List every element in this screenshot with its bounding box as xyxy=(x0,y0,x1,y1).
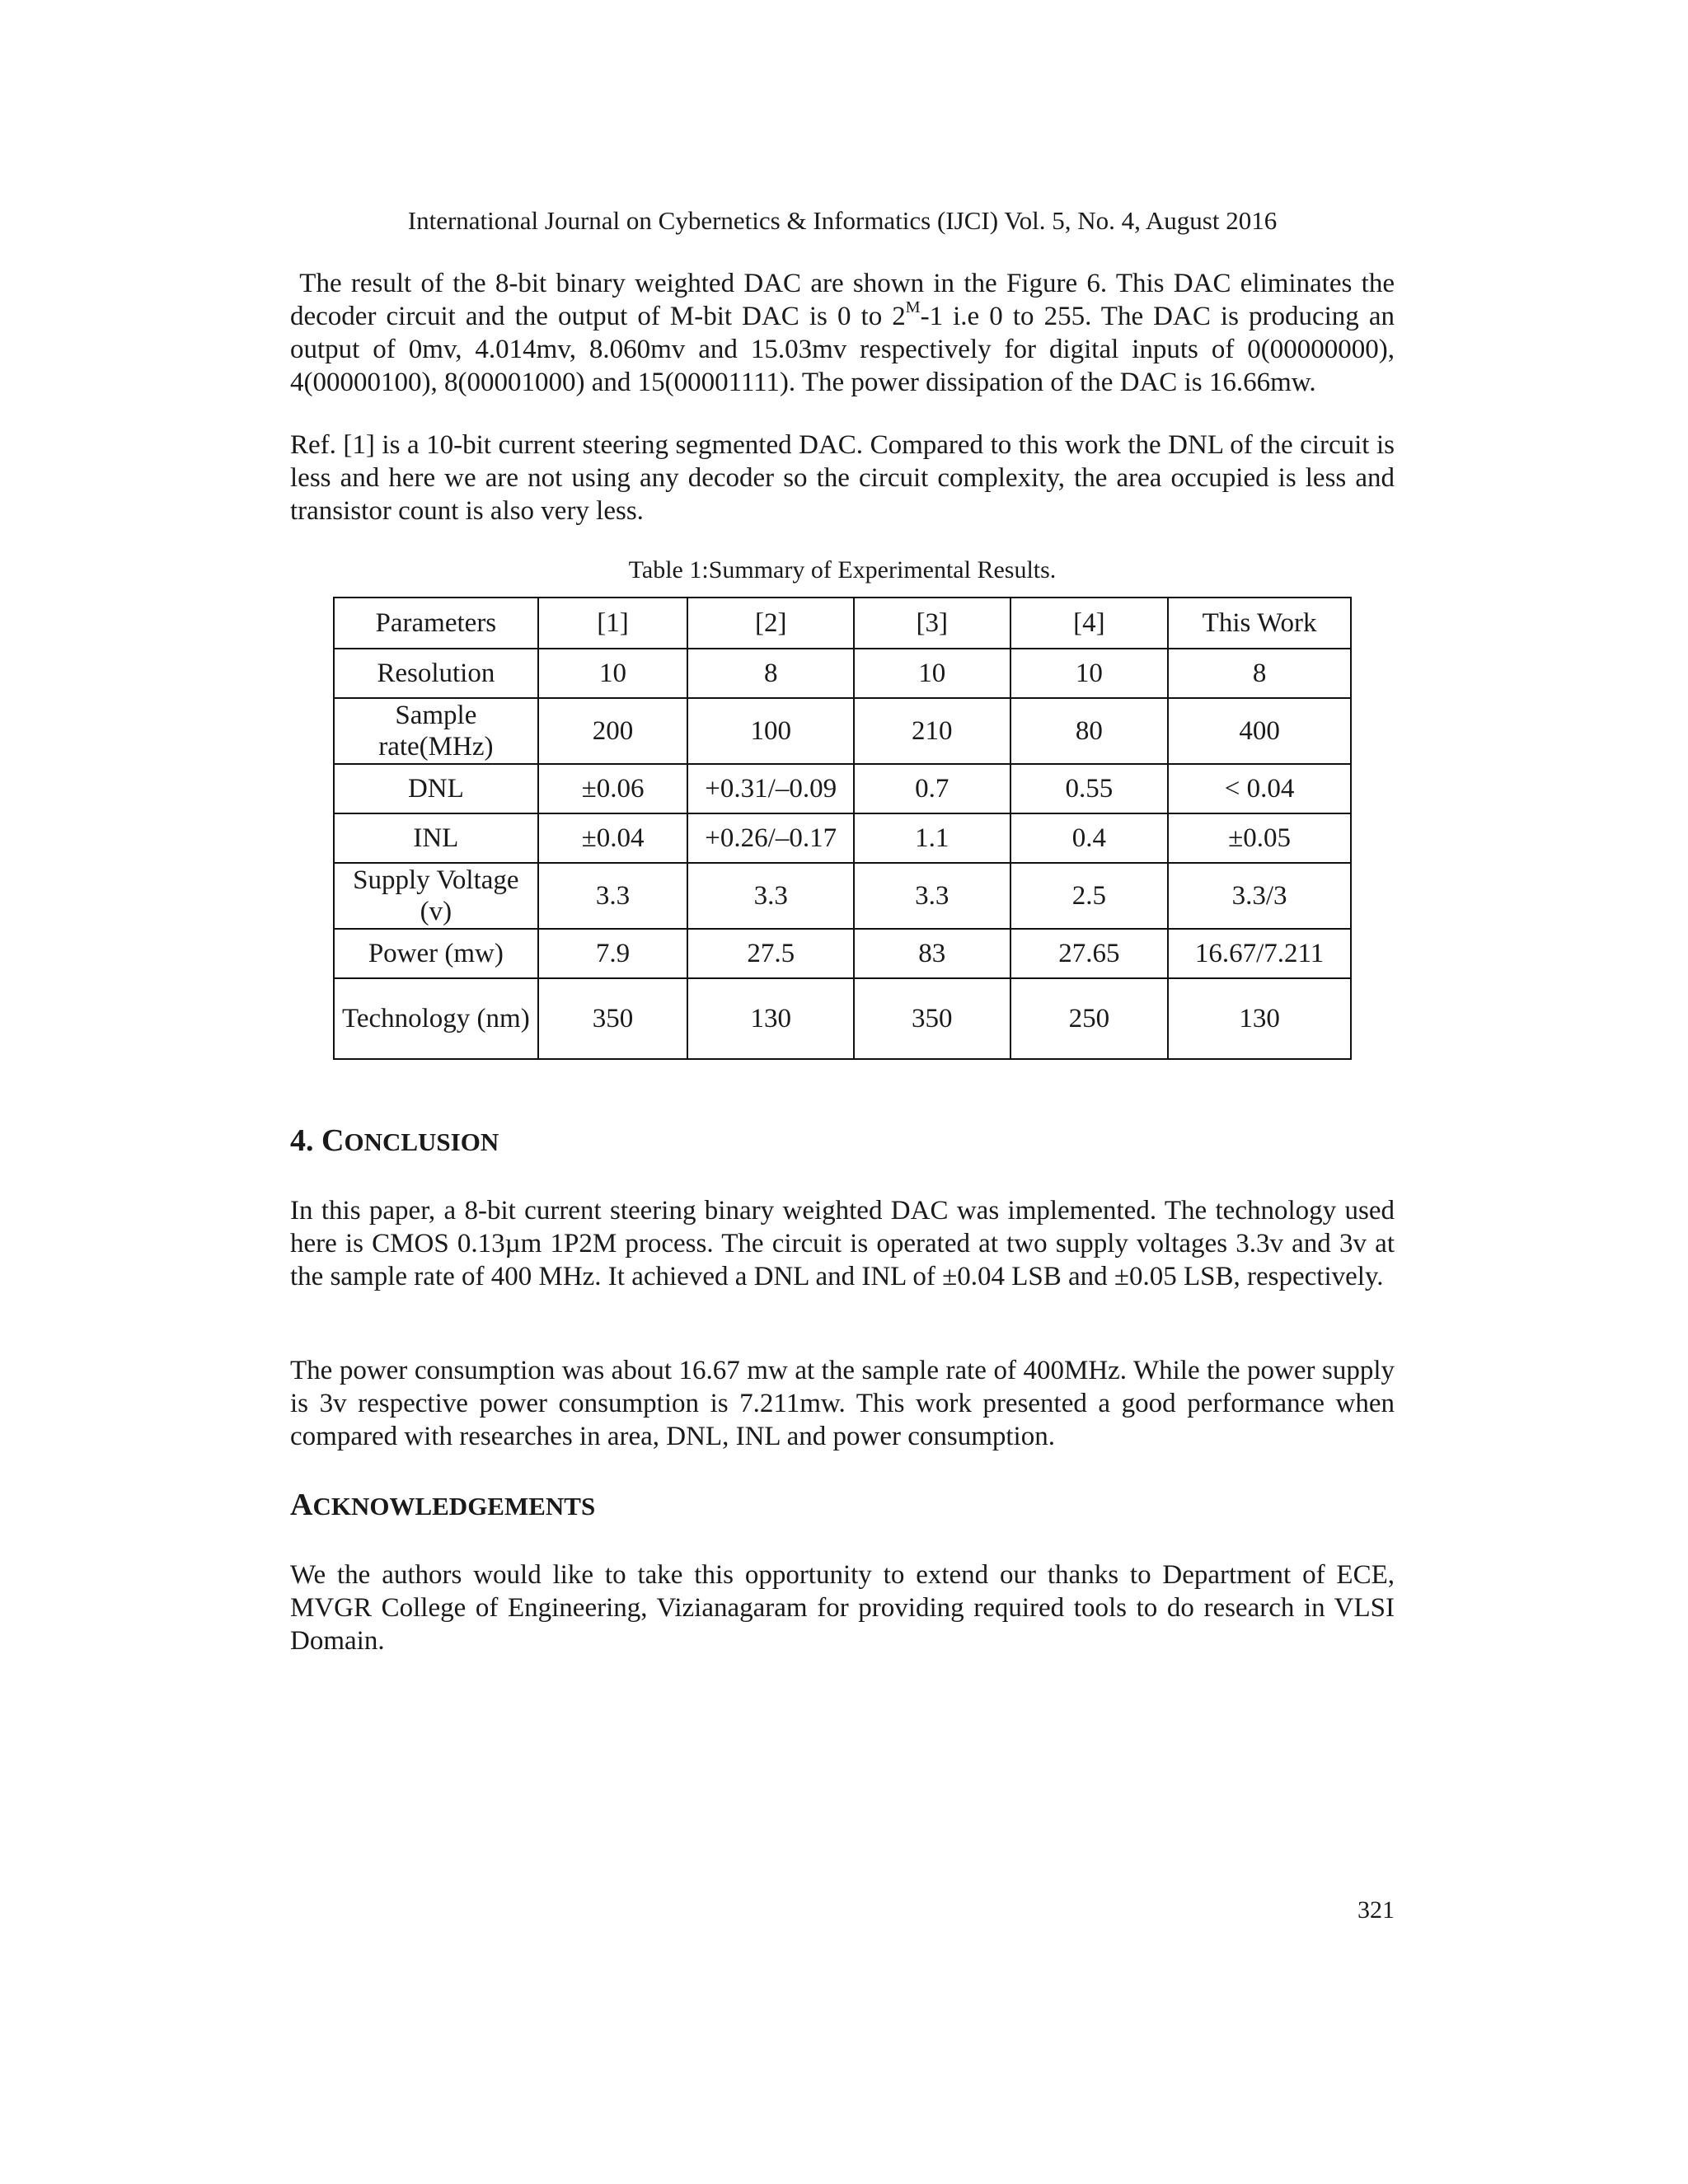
table-cell: 10 xyxy=(854,649,1010,698)
table-row xyxy=(334,978,1351,1059)
table-cell: 350 xyxy=(538,978,688,1059)
table-row xyxy=(334,698,1351,764)
table-cell: Technology (nm) xyxy=(334,978,538,1059)
table-cell: 100 xyxy=(687,698,854,764)
table-cell: 0.4 xyxy=(1010,813,1169,863)
conclusion-paragraph-1: In this paper, a 8-bit current steering binary weighted DAC was implemented. The technology used here is CMOS 0.13µm 1P2M process. The circuit is operated at two supply voltages 3.3v and 3v at the sample rate of 400 MHz. It achieved a DNL and INL of ±0.04 LSB and ±0.05 LSB, respectively. xyxy=(290,1196,1395,1291)
table-cell: 130 xyxy=(1168,978,1351,1059)
table-cell: 3.3 xyxy=(538,863,688,929)
table-cell: +0.31/–0.09 xyxy=(687,764,854,813)
table-cell: 83 xyxy=(854,929,1010,978)
table-cell: 8 xyxy=(687,649,854,698)
header-cell: Parameters xyxy=(334,598,538,649)
header-cell: [3] xyxy=(854,598,1010,649)
table-row xyxy=(334,649,1351,698)
page-number: 321 xyxy=(1357,1896,1395,1924)
conclusion-heading xyxy=(290,1122,1395,1163)
table-cell: ±0.05 xyxy=(1168,813,1351,863)
table-cell: 210 xyxy=(854,698,1010,764)
table-row xyxy=(334,929,1351,978)
table-cell: ±0.06 xyxy=(538,764,688,813)
header-cell: [1] xyxy=(538,598,688,649)
table-cell: INL xyxy=(334,813,538,863)
table-cell: 1.1 xyxy=(854,813,1010,863)
conclusion-paragraph-2: The power consumption was about 16.67 mw at the sample rate of 400MHz. While the power supply is 3v respective power consumption is 7.211mw. This work presented a good performance when compared with researches in area, DNL, INL and power consumption. xyxy=(290,1356,1395,1451)
reference-paragraph: Ref. [1] is a 10-bit current steering segmented DAC. Compared to this work the DNL of the circuit is less and here we are not using any decoder so the circuit complexity, the area occupied is less and transistor count is also very less. xyxy=(290,430,1395,526)
table-cell: 350 xyxy=(854,978,1010,1059)
table-cell: 2.5 xyxy=(1010,863,1169,929)
table-cell: Sample rate(MHz) xyxy=(334,698,538,764)
table-cell: ±0.04 xyxy=(538,813,688,863)
table-cell: 7.9 xyxy=(538,929,688,978)
table-row xyxy=(334,863,1351,929)
header-cell: [4] xyxy=(1010,598,1169,649)
table-cell: 130 xyxy=(687,978,854,1059)
results-text-post: -1 i.e 0 to 255. The DAC is producing an output of 0mv, 4.014mv, 8.060mv and 15.03mv respectively for digital inputs of 0(00000000), 4(00000100), 8(00001000) and 15(00001111). The power dissipation of the DAC is 16.66mw. xyxy=(290,302,1395,397)
table-cell: 8 xyxy=(1168,649,1351,698)
acknowledgements-paragraph: We the authors would like to take this opportunity to extend our thanks to Department of ECE, MVGR College of Engineering, Vizianagaram for providing required tools to do research in VLSI Domain. xyxy=(290,1560,1395,1656)
table-cell: 0.55 xyxy=(1010,764,1169,813)
table-cell: 10 xyxy=(538,649,688,698)
table-cell: Power (mw) xyxy=(334,929,538,978)
results-paragraph xyxy=(290,267,1395,399)
table-cell: 3.3/3 xyxy=(1168,863,1351,929)
table-cell: +0.26/–0.17 xyxy=(687,813,854,863)
journal-header: International Journal on Cybernetics & Informatics (IJCI) Vol. 5, No. 4, August 2016 xyxy=(407,206,1278,235)
acknowledgements-heading-rest: CKNOWLEDGEMENTS xyxy=(312,1492,596,1521)
header-cell: This Work xyxy=(1168,598,1351,649)
table-cell: 250 xyxy=(1010,978,1169,1059)
table-cell: 16.67/7.211 xyxy=(1168,929,1351,978)
table-cell: 27.65 xyxy=(1010,929,1169,978)
table-cell: Resolution xyxy=(334,649,538,698)
table-header-row xyxy=(334,598,1351,649)
conclusion-heading-rest: ONCLUSION xyxy=(344,1127,499,1156)
table-cell: Supply Voltage (v) xyxy=(334,863,538,929)
acknowledgements-heading xyxy=(290,1487,1395,1527)
conclusion-heading-prefix: 4. C xyxy=(290,1123,345,1158)
table-cell: DNL xyxy=(334,764,538,813)
table-cell: < 0.04 xyxy=(1168,764,1351,813)
table-row xyxy=(334,813,1351,863)
table-cell: 200 xyxy=(538,698,688,764)
table-cell: 400 xyxy=(1168,698,1351,764)
header-cell: [2] xyxy=(687,598,854,649)
table-row xyxy=(334,764,1351,813)
table-cell: 27.5 xyxy=(687,929,854,978)
table-caption: Table 1:Summary of Experimental Results. xyxy=(628,556,1057,583)
table-cell: 3.3 xyxy=(854,863,1010,929)
superscript-m: M xyxy=(905,298,921,316)
results-table xyxy=(333,597,1352,1060)
table-cell: 80 xyxy=(1010,698,1169,764)
acknowledgements-heading-prefix: A xyxy=(290,1488,313,1522)
table-cell: 0.7 xyxy=(854,764,1010,813)
table-cell: 10 xyxy=(1010,649,1169,698)
table-cell: 3.3 xyxy=(687,863,854,929)
results-text-pre: The result of the 8-bit binary weighted DAC are shown in the Figure 6. This DAC eliminates the decoder circuit and the output of M-bit DAC is 0 to 2 xyxy=(290,269,1395,331)
